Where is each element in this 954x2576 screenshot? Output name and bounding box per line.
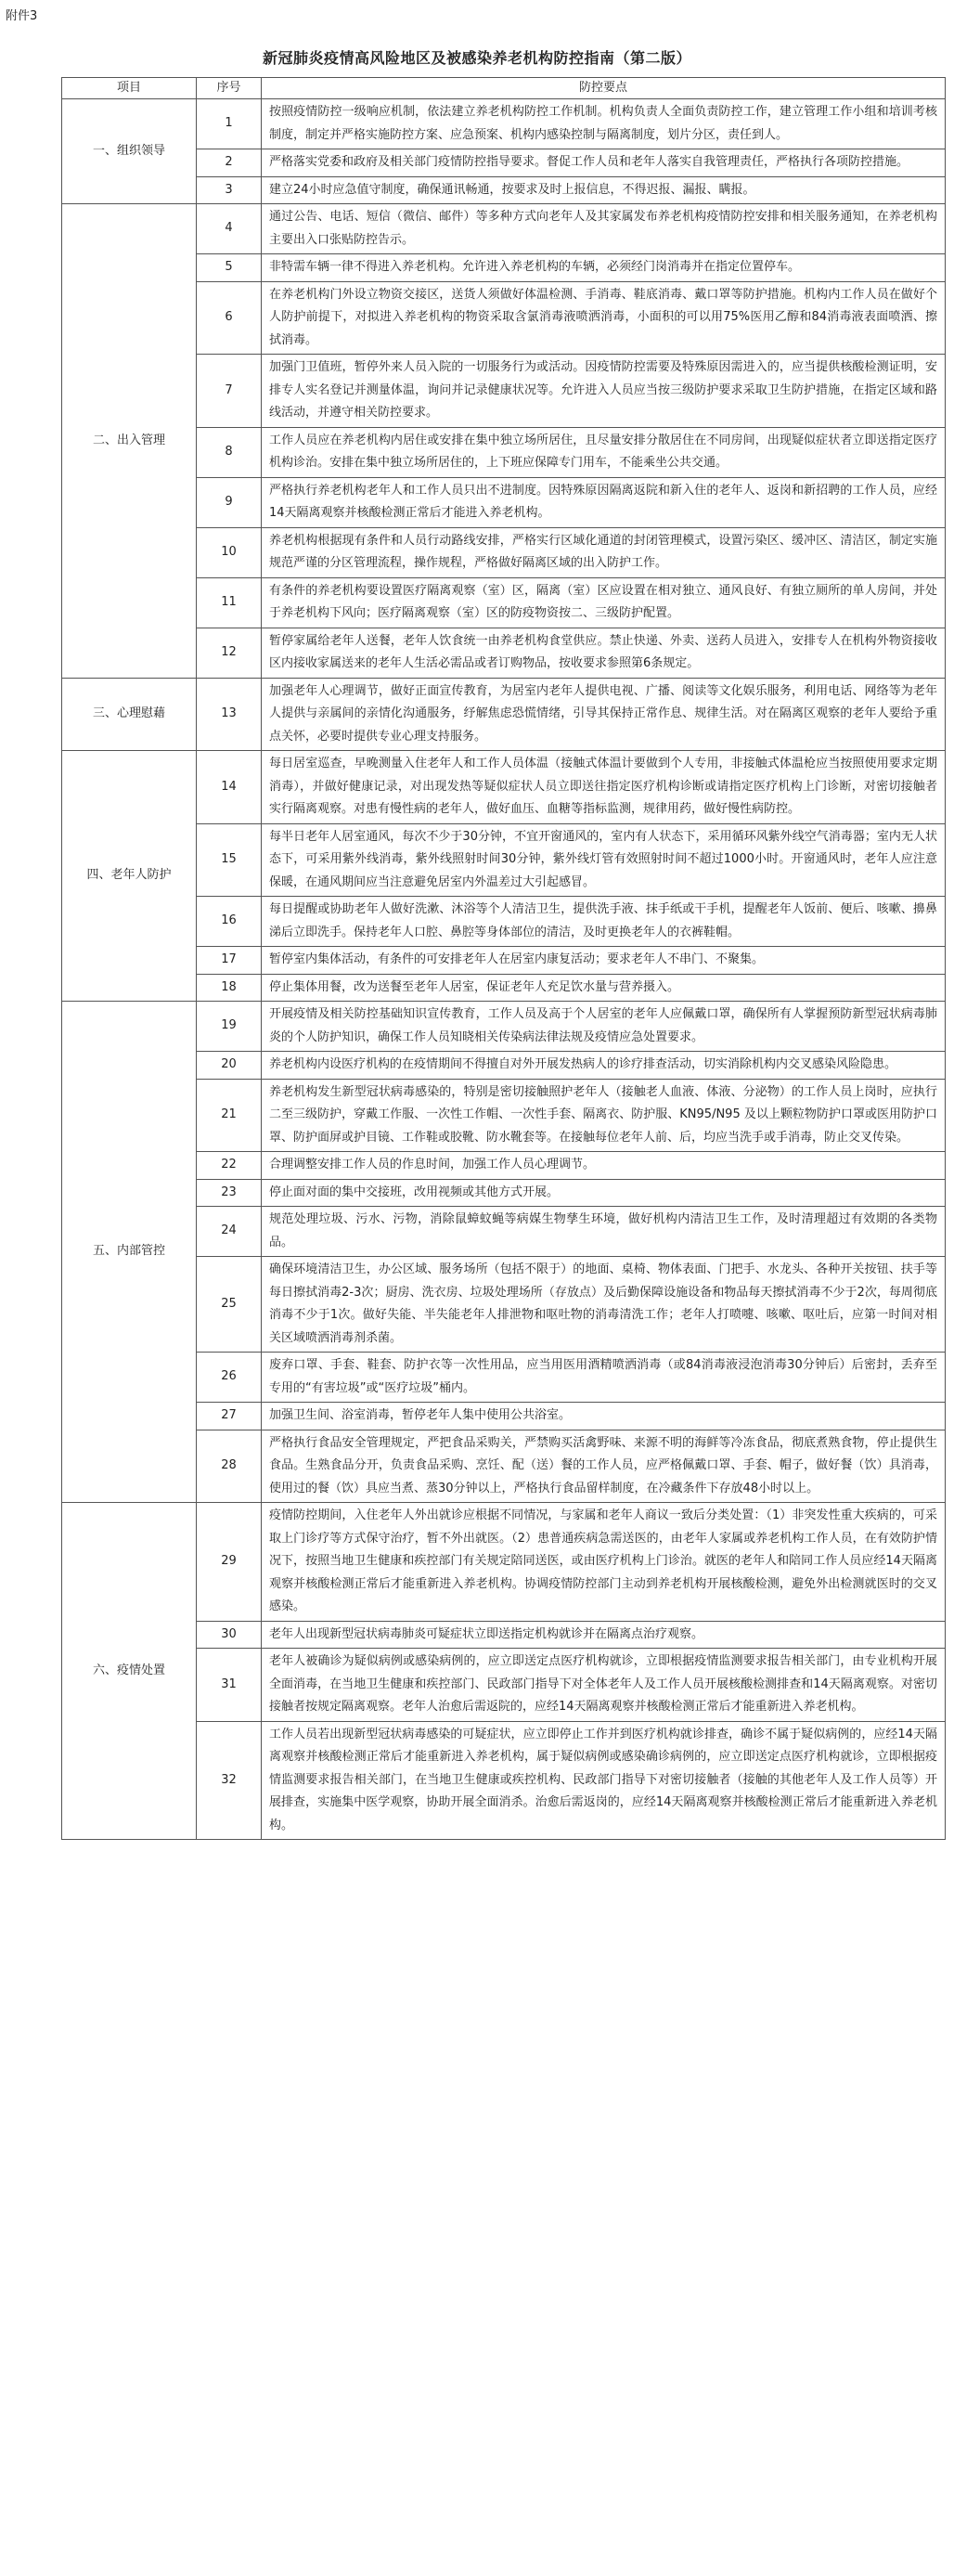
key-point-cell: 每日居室巡查，早晚测量入住老年人和工作人员体温（接触式体温计要做到个人专用，非接触式体温枪应当按照使用要求定期消毒），并做好健康记录，对出现发热等疑似症状人员立即送往指定医疗机构诊断或请指定医疗机构上门诊断，对密切接触者实行隔离观察。对患有慢性病的老年人，做好血压、血糖等指标监测，规律用药，做好慢性病防控。 [262, 751, 946, 824]
key-point-cell: 按照疫情防控一级响应机制，依法建立养老机构防控工作机制。机构负责人全面负责防控工作，建立管理工作小组和培训考核制度，制定并严格实施防控方案、应急预案、机构内感染控制与隔离制度，划片分区，责任到人。 [262, 99, 946, 149]
key-point-cell: 每半日老年人居室通风，每次不少于30分钟，不宜开窗通风的，室内有人状态下，采用循环风紫外线空气消毒器；室内无人状态下，可采用紫外线消毒，紫外线照射时间30分钟，紫外线灯管有效照射时间不超过1000小时。开窗通风时，老年人应注意保暖，在通风期间应当注意避免居室内外温差过大引起感冒。 [262, 823, 946, 897]
category-cell: 二、出入管理 [62, 204, 197, 679]
table-body [62, 99, 946, 1840]
row-number-cell: 10 [197, 527, 262, 577]
header-number: 序号 [197, 78, 262, 99]
row-number-cell: 23 [197, 1179, 262, 1207]
category-cell: 三、心理慰藉 [62, 678, 197, 751]
key-point-cell: 暂停家属给老年人送餐，老年人饮食统一由养老机构食堂供应。禁止快递、外卖、送药人员进入，安排专人在机构外物资接收区内接收家属送来的老年人生活必需品或者订购物品，按收要求参照第6条规定。 [262, 628, 946, 678]
row-number-cell: 21 [197, 1079, 262, 1152]
row-number-cell: 29 [197, 1503, 262, 1622]
guide-table [61, 77, 946, 1840]
table-row [62, 99, 946, 149]
key-point-cell: 工作人员若出现新型冠状病毒感染的可疑症状，应立即停止工作并到医疗机构就诊排查，确诊不属于疑似病例的，应经14天隔离观察并核酸检测正常后才能重新进入养老机构，属于疑似病例或感染确诊病例的，应立即送定点医疗机构就诊，立即根据疫情监测要求报告相关部门，在当地卫生健康或疾控机构、民政部门指导下对密切接触者（接触的其他老年人及工作人员等）开展排查，实施集中医学观察，协助开展全面消杀。治愈后需返岗的，应经14天隔离观察并核酸检测正常后才能重新进入养老机构。 [262, 1721, 946, 1840]
category-cell: 四、老年人防护 [62, 751, 197, 1002]
row-number-cell: 1 [197, 99, 262, 149]
key-point-cell: 加强门卫值班，暂停外来人员入院的一切服务行为或活动。因疫情防控需要及特殊原因需进入的，应当提供核酸检测证明，安排专人实名登记并测量体温，询问并记录健康状况等。允许进入人员应当按三级防护要求采取卫生防护措施，在指定区域和路线活动，并遵守相关防控要求。 [262, 355, 946, 428]
category-cell: 六、疫情处置 [62, 1503, 197, 1840]
table-row [62, 1002, 946, 1052]
row-number-cell: 12 [197, 628, 262, 678]
key-point-cell: 规范处理垃圾、污水、污物，消除鼠蟑蚊蝇等病媒生物孳生环境，做好机构内清洁卫生工作，及时清理超过有效期的各类物品。 [262, 1207, 946, 1257]
key-point-cell: 开展疫情及相关防控基础知识宣传教育，工作人员及高于个人居室的老年人应佩戴口罩，确保所有人掌握预防新型冠状病毒肺炎的个人防护知识，确保工作人员知晓相关传染病法律法规及疫情应急处置要求。 [262, 1002, 946, 1052]
key-point-cell: 加强老年人心理调节，做好正面宣传教育，为居室内老年人提供电视、广播、阅读等文化娱乐服务，利用电话、网络等为老年人提供与亲属间的亲情化沟通服务，纾解焦虑恐慌情绪，引导其保持正常作息、规律生活。对在隔离区观察的老年人要给予重点关怀，必要时提供专业心理支持服务。 [262, 678, 946, 751]
row-number-cell: 14 [197, 751, 262, 824]
key-point-cell: 非特需车辆一律不得进入养老机构。允许进入养老机构的车辆，必须经门岗消毒并在指定位置停车。 [262, 254, 946, 282]
key-point-cell: 每日提醒或协助老年人做好洗漱、沐浴等个人清洁卫生，提供洗手液、抹手纸或干手机，提醒老年人饭前、便后、咳嗽、擤鼻涕后立即洗手。保持老年人口腔、鼻腔等身体部位的清洁，及时更换老年人的衣裤鞋帽。 [262, 897, 946, 947]
key-point-cell: 疫情防控期间，入住老年人外出就诊应根据不同情况，与家属和老年人商议一致后分类处置：（1）非突发性重大疾病的，可采取上门诊疗等方式保守治疗，暂不外出就医。（2）患普通疾病急需送医的，由老年人家属或养老机构工作人员，在有效防护情况下，按照当地卫生健康和疾控部门有关规定陪同送医，或由医疗机构上门诊治。就医的老年人和陪同工作人员应经14天隔离观察并核酸检测正常后才能重新进入养老机构。协调疫情防控部门主动到养老机构开展核酸检测，避免外出检测就医时的交叉感染。 [262, 1503, 946, 1622]
key-point-cell: 停止面对面的集中交接班，改用视频或其他方式开展。 [262, 1179, 946, 1207]
key-point-cell: 老年人出现新型冠状病毒肺炎可疑症状立即送指定机构就诊并在隔离点治疗观察。 [262, 1621, 946, 1649]
attachment-label: 附件3 [6, 9, 38, 23]
row-number-cell: 15 [197, 823, 262, 897]
header-key-points: 防控要点 [262, 78, 946, 99]
row-number-cell: 27 [197, 1403, 262, 1430]
row-number-cell: 30 [197, 1621, 262, 1649]
table-row [62, 751, 946, 824]
row-number-cell: 9 [197, 477, 262, 527]
key-point-cell: 废弃口罩、手套、鞋套、防护衣等一次性用品，应当用医用酒精喷洒消毒（或84消毒液浸泡消毒30分钟后）后密封，丢弃至专用的“有害垃圾”或“医疗垃圾”桶内。 [262, 1353, 946, 1403]
row-number-cell: 22 [197, 1152, 262, 1180]
key-point-cell: 养老机构内设医疗机构的在疫情期间不得擅自对外开展发热病人的诊疗排查活动，切实消除机构内交叉感染风险隐患。 [262, 1052, 946, 1080]
row-number-cell: 8 [197, 427, 262, 477]
row-number-cell: 25 [197, 1257, 262, 1353]
key-point-cell: 通过公告、电话、短信（微信、邮件）等多种方式向老年人及其家属发布养老机构疫情防控安排和相关服务通知，在养老机构主要出入口张贴防控告示。 [262, 204, 946, 254]
row-number-cell: 13 [197, 678, 262, 751]
row-number-cell: 7 [197, 355, 262, 428]
row-number-cell: 24 [197, 1207, 262, 1257]
key-point-cell: 养老机构发生新型冠状病毒感染的，特别是密切接触照护老年人（接触老人血液、体液、分泌物）的工作人员上岗时，应执行二至三级防护，穿戴工作服、一次性工作帽、一次性手套、隔离衣、防护服、KN95/N95 及以上颗粒物防护口罩或医用防护口罩、防护面屏或护目镜、工作鞋或胶靴、防水靴套等。在接触每位老年人前、后，均应当洗手或手消毒，防止交叉传染。 [262, 1079, 946, 1152]
row-number-cell: 32 [197, 1721, 262, 1840]
table-header-row [62, 78, 946, 99]
key-point-cell: 严格落实党委和政府及相关部门疫情防控指导要求。督促工作人员和老年人落实自我管理责任，严格执行各项防控措施。 [262, 149, 946, 177]
row-number-cell: 28 [197, 1430, 262, 1503]
key-point-cell: 确保环境清洁卫生，办公区域、服务场所（包括不限于）的地面、桌椅、物体表面、门把手、水龙头、各种开关按钮、扶手等每日擦拭消毒2-3次；厨房、洗衣房、垃圾处理场所（存放点）及后勤保障设施设备和物品每天擦拭消毒不少于2次，每周彻底消毒不少于1次。做好失能、半失能老年人排泄物和呕吐物的消毒清洗工作；老年人打喷嚏、咳嗽、呕吐后，应第一时间对相关区域喷洒消毒剂杀菌。 [262, 1257, 946, 1353]
key-point-cell: 在养老机构门外设立物资交接区，送货人须做好体温检测、手消毒、鞋底消毒、戴口罩等防护措施。机构内工作人员在做好个人防护前提下，对拟进入养老机构的物资采取含氯消毒液喷洒消毒，小面积的可以用75%医用乙醇和84消毒液表面喷洒、擦拭消毒。 [262, 281, 946, 355]
row-number-cell: 5 [197, 254, 262, 282]
key-point-cell: 有条件的养老机构要设置医疗隔离观察（室）区，隔离（室）区应设置在相对独立、通风良好、有独立厕所的单人房间，并处于养老机构下风向；医疗隔离观察（室）区的防疫物资按二、三级防护配置。 [262, 577, 946, 628]
row-number-cell: 11 [197, 577, 262, 628]
category-cell: 一、组织领导 [62, 99, 197, 204]
row-number-cell: 3 [197, 176, 262, 204]
key-point-cell: 停止集体用餐，改为送餐至老年人居室，保证老年人充足饮水量与营养摄入。 [262, 974, 946, 1002]
key-point-cell: 老年人被确诊为疑似病例或感染病例的，应立即送定点医疗机构就诊，立即根据疫情监测要求报告相关部门，由专业机构开展全面消毒，在当地卫生健康和疾控部门、民政部门指导下对全体老年人及工作人员开展核酸检测排查和14天隔离观察。对密切接触者按规定隔离观察。老年人治愈后需返院的，应经14天隔离观察并核酸检测正常后才能重新进入养老机构。 [262, 1649, 946, 1722]
row-number-cell: 26 [197, 1353, 262, 1403]
document-title: 新冠肺炎疫情高风险地区及被感染养老机构防控指南（第二版） [262, 49, 691, 67]
key-point-cell: 严格执行养老机构老年人和工作人员只出不进制度。因特殊原因隔离返院和新入住的老年人、返岗和新招聘的工作人员，应经14天隔离观察并核酸检测正常后才能进入养老机构。 [262, 477, 946, 527]
row-number-cell: 18 [197, 974, 262, 1002]
category-cell: 五、内部管控 [62, 1002, 197, 1503]
key-point-cell: 合理调整安排工作人员的作息时间，加强工作人员心理调节。 [262, 1152, 946, 1180]
key-point-cell: 养老机构根据现有条件和人员行动路线安排，严格实行区域化通道的封闭管理模式，设置污染区、缓冲区、清洁区，制定实施规范严谨的分区管理流程，操作规程，严格做好隔离区域的出入防护工作。 [262, 527, 946, 577]
table-row [62, 1503, 946, 1622]
key-point-cell: 建立24小时应急值守制度，确保通讯畅通，按要求及时上报信息，不得迟报、漏报、瞒报。 [262, 176, 946, 204]
header-item: 项目 [62, 78, 197, 99]
row-number-cell: 17 [197, 947, 262, 975]
table-row [62, 678, 946, 751]
key-point-cell: 加强卫生间、浴室消毒，暂停老年人集中使用公共浴室。 [262, 1403, 946, 1430]
row-number-cell: 31 [197, 1649, 262, 1722]
row-number-cell: 20 [197, 1052, 262, 1080]
row-number-cell: 2 [197, 149, 262, 177]
key-point-cell: 严格执行食品安全管理规定，严把食品采购关，严禁购买活禽野味、来源不明的海鲜等冷冻食品，彻底煮熟食物，停止提供生食品。生熟食品分开，负责食品采购、烹饪、配（送）餐的工作人员，应严格佩戴口罩、手套、帽子，做好餐（饮）具消毒，使用过的餐（饮）具应当煮、蒸30分钟以上，严格执行食品留样制度，在冷藏条件下存放48小时以上。 [262, 1430, 946, 1503]
row-number-cell: 16 [197, 897, 262, 947]
key-point-cell: 暂停室内集体活动，有条件的可安排老年人在居室内康复活动；要求老年人不串门、不聚集。 [262, 947, 946, 975]
table-row [62, 204, 946, 254]
row-number-cell: 4 [197, 204, 262, 254]
key-point-cell: 工作人员应在养老机构内居住或安排在集中独立场所居住，且尽量安排分散居住在不同房间，出现疑似症状者立即送指定医疗机构诊治。安排在集中独立场所居住的，上下班应保障专门用车，不能乘坐公共交通。 [262, 427, 946, 477]
row-number-cell: 19 [197, 1002, 262, 1052]
row-number-cell: 6 [197, 281, 262, 355]
